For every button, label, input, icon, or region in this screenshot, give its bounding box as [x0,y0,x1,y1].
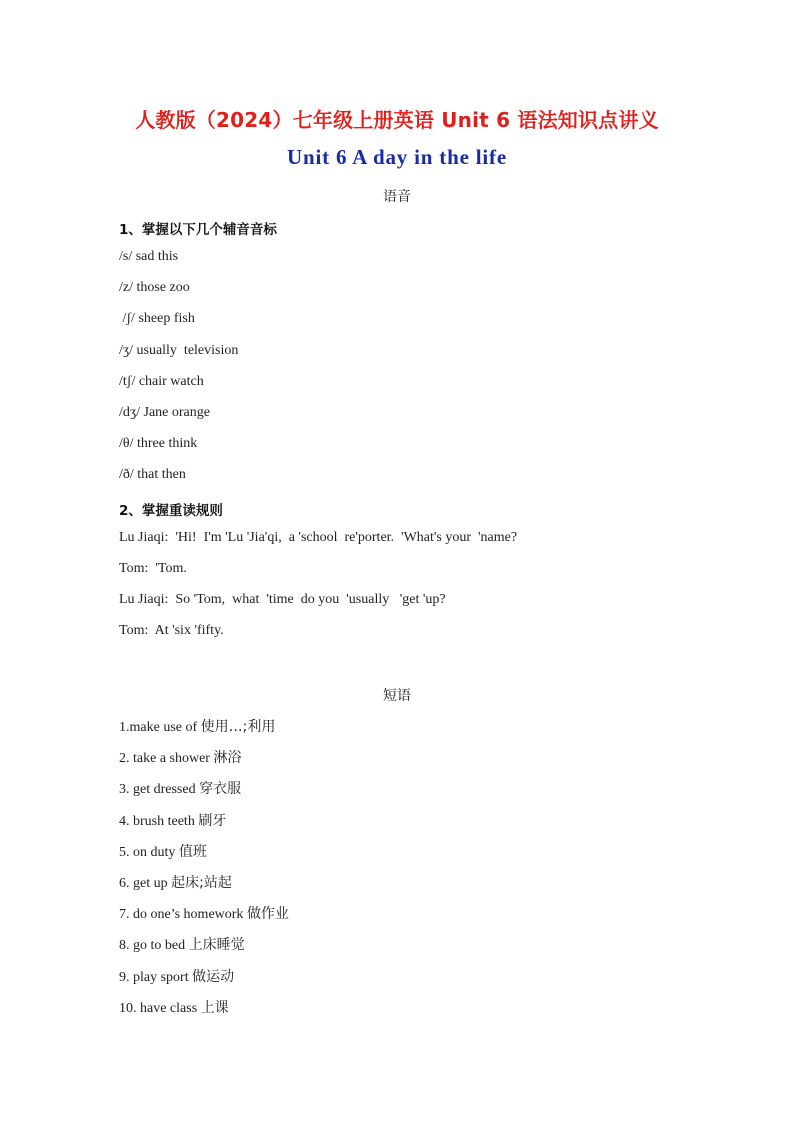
phrase-item [119,778,241,798]
phrase-cn: 上床睡觉 [188,937,245,953]
phrase-item [119,872,232,892]
phonetic-item: /dʒ/ Jane orange [119,405,210,420]
phrase-en: 4. brush teeth [119,814,199,829]
phrase-item [119,810,226,830]
phrase-cn: 刷牙 [198,813,227,829]
dialogue-line: Tom: At 'six 'fifty. [119,623,224,638]
phrase-item [119,841,207,861]
phonetic-item: /ð/ that then [119,467,186,482]
dialogue-line: Tom: 'Tom. [119,561,187,576]
document-subtitle: Unit 6 A day in the life [287,145,507,169]
dialogue-line: Lu Jiaqi: So 'Tom, what 'time do you 'usually 'get 'up? [119,592,446,607]
phrase-en: 8. go to bed [119,938,189,953]
dialogue-line: Lu Jiaqi: 'Hi! I'm 'Lu 'Jia'qi, a 'school re'porter. 'What's your 'name? [119,530,518,545]
section-title-phonetics: 语音 [383,189,411,205]
heading-consonants: 1、掌握以下几个辅音音标 [119,222,277,238]
phrase-en: 6. get up [119,876,172,891]
phonetic-item: /ʒ/ usually television [119,343,239,358]
phrase-item [119,903,289,923]
phonetic-item: /θ/ three think [119,436,198,451]
phrase-en: 3. get dressed [119,782,200,797]
phrase-cn: 淋浴 [213,750,242,766]
phrase-item [119,716,275,736]
phonetic-item: /z/ those zoo [119,280,190,295]
phrase-cn: 值班 [178,844,207,860]
phrase-cn: 上课 [200,1000,229,1016]
phonetic-item: /ʃ/ sheep fish [119,311,195,326]
phrase-en: 2. take a shower [119,751,214,766]
phrase-cn: 做作业 [246,906,289,922]
phrase-item [119,997,229,1017]
phrase-item [119,934,245,954]
phrase-item [119,747,241,767]
phonetic-item: /tʃ/ chair watch [119,374,204,389]
phrase-en: 10. have class [119,1001,201,1016]
phrase-en: 7. do one’s homework [119,907,247,922]
section-title-phrases: 短语 [383,688,411,704]
phrase-cn: 做运动 [192,969,235,985]
phrase-cn: 使用…;利用 [200,719,276,735]
phrase-item [119,966,234,986]
phrase-cn: 起床;站起 [171,875,232,891]
document-title: 人教版（2024）七年级上册英语 Unit 6 语法知识点讲义 [135,108,659,132]
phonetic-item: /s/ sad this [119,249,179,264]
phrase-en: 1.make use of [119,720,201,735]
phrase-en: 5. on duty [119,845,179,860]
heading-stress-rules: 2、掌握重读规则 [119,503,223,519]
phrase-cn: 穿衣服 [199,781,242,797]
phrase-en: 9. play sport [119,970,193,985]
